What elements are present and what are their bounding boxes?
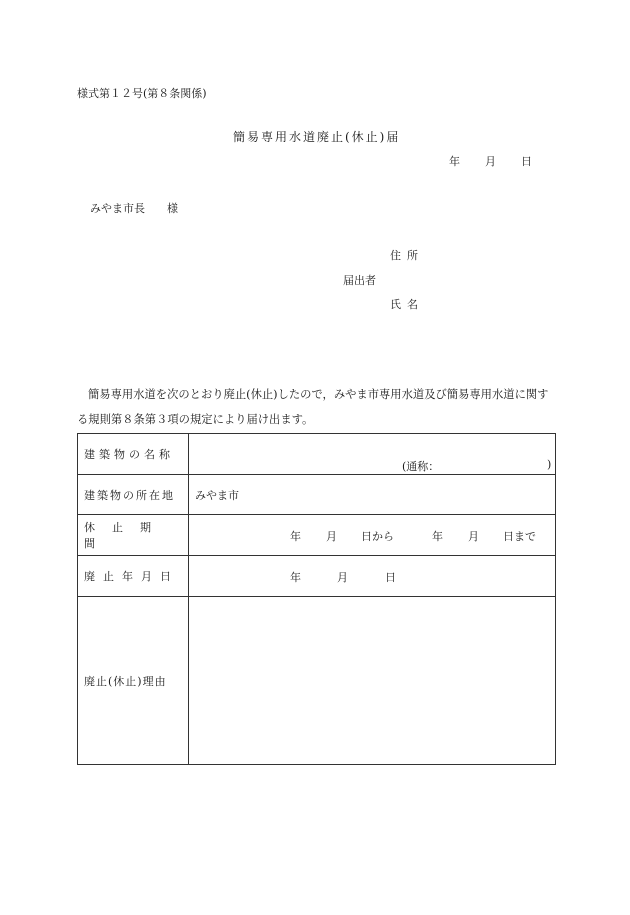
suspension-period-label: 休止期間 <box>84 521 168 550</box>
alias-open: (通称： <box>402 460 440 473</box>
date-year-label: 年 <box>449 155 460 168</box>
info-table <box>77 433 556 765</box>
document-title: 簡易専用水道廃止(休止)届 <box>233 130 401 144</box>
building-location-label-cell <box>78 475 189 515</box>
alias-close: ) <box>547 458 552 471</box>
suspension-period-label-cell <box>78 515 189 556</box>
suspension-year1: 年 <box>290 530 301 543</box>
table-row-suspension-period <box>78 515 556 556</box>
suspension-from: 日から <box>361 530 394 543</box>
addressee <box>90 200 178 216</box>
address-label: 住所 <box>390 249 424 262</box>
suspension-until: 日まで <box>503 530 536 543</box>
abolition-date-label-cell <box>78 556 189 597</box>
abolition-day: 日 <box>385 571 396 584</box>
notifier-label: 届出者 <box>343 274 376 287</box>
building-name-value-cell[interactable] <box>189 434 556 475</box>
abolition-month: 月 <box>337 571 348 584</box>
addressee-mayor: みやま市長 <box>90 202 145 215</box>
table-row-building-name <box>78 434 556 475</box>
abolition-date-value-cell[interactable] <box>189 556 556 597</box>
abolition-year: 年 <box>290 571 301 584</box>
name-label: 氏名 <box>390 298 424 311</box>
suspension-year2: 年 <box>432 530 443 543</box>
building-location-value-cell[interactable] <box>189 475 556 515</box>
suspension-month1: 月 <box>326 530 337 543</box>
suspension-period-value-cell[interactable] <box>189 515 556 556</box>
date-month-label: 月 <box>485 155 496 168</box>
table-row-abolition-date <box>78 556 556 597</box>
reason-label-cell <box>78 597 189 765</box>
table-row-building-location <box>78 475 556 515</box>
building-location-label: 建築物の所在地 <box>84 488 175 502</box>
building-name-label: 建築物の名称 <box>84 448 174 461</box>
form-number: 様式第１２号(第８条関係) <box>77 87 207 100</box>
reason-value-cell[interactable] <box>189 597 556 765</box>
building-location-value: みやま市 <box>195 488 239 502</box>
abolition-date-label: 廃止年月日 <box>84 570 179 583</box>
reason-label: 廃止(休止)理由 <box>84 674 167 688</box>
suspension-month2: 月 <box>468 530 479 543</box>
date-day-label: 日 <box>521 155 532 168</box>
body-text: 簡易専用水道を次のとおり廃止(休止)したので，みやま市専用水道及び簡易専用水道に関する規則第８条第３項の規定により届け出ます。 <box>77 388 549 426</box>
addressee-honorific: 様 <box>167 202 178 215</box>
building-name-label-cell <box>78 434 189 475</box>
table-row-reason <box>78 597 556 765</box>
